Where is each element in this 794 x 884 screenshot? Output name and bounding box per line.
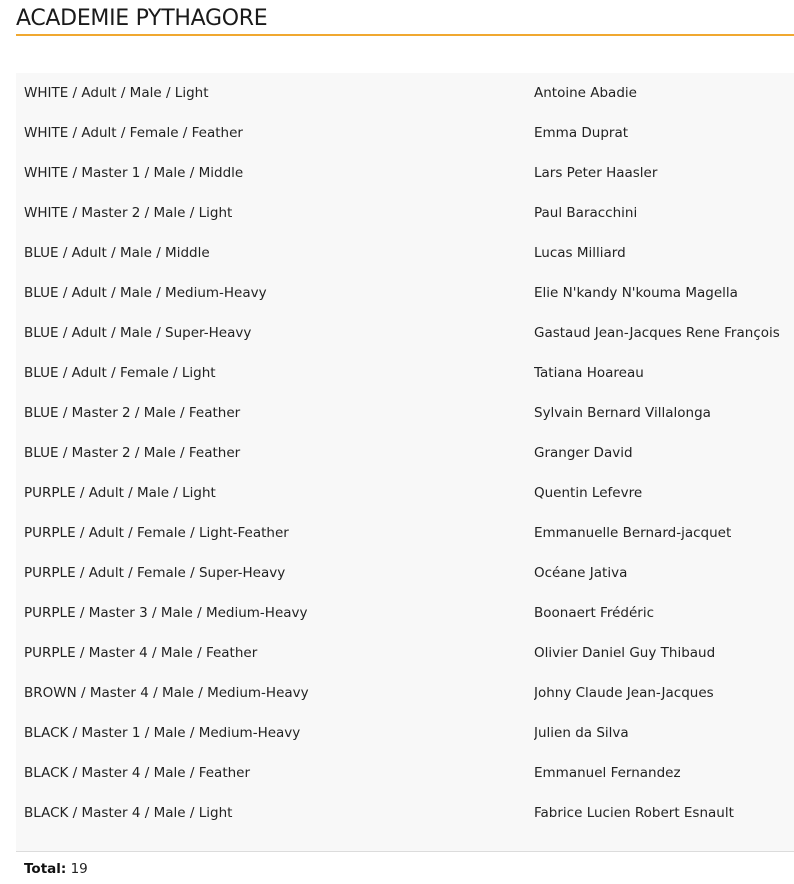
division-label: WHITE / Master 1 / Male / Middle <box>24 165 244 181</box>
athlete-name: Julien da Silva <box>534 725 629 741</box>
athlete-name: Quentin Lefevre <box>534 485 643 501</box>
athlete-name: Emmanuel Fernandez <box>534 765 681 781</box>
division-label: WHITE / Adult / Female / Feather <box>24 125 243 141</box>
result-row <box>16 673 794 713</box>
division-label: BLACK / Master 4 / Male / Light <box>24 805 233 821</box>
result-row <box>16 513 794 553</box>
division-label: BROWN / Master 4 / Male / Medium-Heavy <box>24 685 309 701</box>
result-row <box>16 793 794 833</box>
result-row <box>16 353 794 393</box>
athlete-name: Johny Claude Jean-Jacques <box>534 685 714 701</box>
division-label: BLACK / Master 4 / Male / Feather <box>24 765 251 781</box>
division-label: BLUE / Adult / Female / Light <box>24 365 216 381</box>
result-row <box>16 753 794 793</box>
result-row <box>16 713 794 753</box>
division-label: WHITE / Adult / Male / Light <box>24 85 209 101</box>
athlete-name: Granger David <box>534 445 633 461</box>
athlete-name: Paul Baracchini <box>534 205 638 221</box>
athlete-name: Emma Duprat <box>534 125 629 141</box>
result-row <box>16 233 794 273</box>
athlete-name: Fabrice Lucien Robert Esnault <box>534 805 734 821</box>
division-label: PURPLE / Adult / Female / Super-Heavy <box>24 565 286 581</box>
result-row <box>16 73 794 113</box>
athlete-name: Antoine Abadie <box>534 85 637 101</box>
division-label: PURPLE / Adult / Female / Light-Feather <box>24 525 289 541</box>
division-label: BLUE / Master 2 / Male / Feather <box>24 445 241 461</box>
division-label: PURPLE / Master 4 / Male / Feather <box>24 645 258 661</box>
result-row <box>16 433 794 473</box>
results-list <box>16 73 794 851</box>
athlete-name: Emmanuelle Bernard-jacquet <box>534 525 732 541</box>
athlete-name: Elie N'kandy N'kouma Magella <box>534 285 738 301</box>
division-label: BLUE / Adult / Male / Middle <box>24 245 210 261</box>
result-row <box>16 273 794 313</box>
result-row <box>16 473 794 513</box>
result-row <box>16 393 794 433</box>
result-row <box>16 553 794 593</box>
total-value: 19 <box>70 861 88 877</box>
result-row <box>16 153 794 193</box>
result-row <box>16 593 794 633</box>
total-label: Total: <box>24 861 67 877</box>
result-row <box>16 633 794 673</box>
page-title: ACADEMIE PYTHAGORE <box>16 4 794 36</box>
division-label: PURPLE / Master 3 / Male / Medium-Heavy <box>24 605 308 621</box>
athlete-name: Océane Jativa <box>534 565 628 581</box>
athlete-name: Sylvain Bernard Villalonga <box>534 405 711 421</box>
division-label: BLUE / Adult / Male / Medium-Heavy <box>24 285 267 301</box>
athlete-name: Olivier Daniel Guy Thibaud <box>534 645 716 661</box>
division-label: BLUE / Adult / Male / Super-Heavy <box>24 325 252 341</box>
division-label: PURPLE / Adult / Male / Light <box>24 485 216 501</box>
total-summary <box>16 851 794 884</box>
athlete-name: Gastaud Jean-Jacques Rene François <box>534 325 780 341</box>
result-row <box>16 313 794 353</box>
division-label: BLUE / Master 2 / Male / Feather <box>24 405 241 421</box>
division-label: BLACK / Master 1 / Male / Medium-Heavy <box>24 725 301 741</box>
athlete-name: Lucas Milliard <box>534 245 626 261</box>
athlete-name: Lars Peter Haasler <box>534 165 658 181</box>
athlete-name: Tatiana Hoareau <box>534 365 644 381</box>
result-row <box>16 113 794 153</box>
division-label: WHITE / Master 2 / Male / Light <box>24 205 233 221</box>
athlete-name: Boonaert Frédéric <box>534 605 654 621</box>
result-row <box>16 193 794 233</box>
